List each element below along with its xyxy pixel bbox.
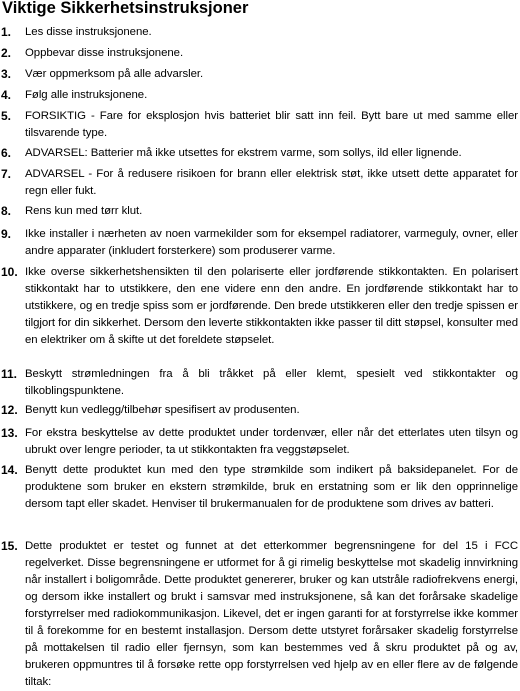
item-number: 13. xyxy=(1,426,18,440)
item-number: 3. xyxy=(1,67,12,81)
item-number: 1. xyxy=(1,25,12,39)
item-text: Vær oppmerksom på alle advarsler. xyxy=(25,68,204,80)
item-text: Følg alle instruksjonene. xyxy=(25,89,148,101)
item-number: 11. xyxy=(1,367,18,381)
item-text: Beskytt strømledningen fra å bli tråkket på eller klemt, spesielt ved stikkontakter og tilkoblingspunktene. xyxy=(25,368,518,397)
item-text: Oppbevar disse instruksjonene. xyxy=(25,47,184,59)
document-title: Viktige Sikkerhetsinstruksjoner xyxy=(2,0,249,17)
item-number: 4. xyxy=(1,88,12,102)
item-number: 9. xyxy=(1,227,12,241)
item-number: 8. xyxy=(1,204,12,218)
item-number: 7. xyxy=(1,167,12,181)
item-text: Rens kun med tørr klut. xyxy=(25,205,143,217)
item-text: Dette produktet er testet og funnet at det etterkommer begrensningene for del 15 i FCC regelverket. Disse begrensningene er utformet for å gi rimelig beskyttelse mot skadelig innvirkning når installert i boligområde. Dette produktet genererer, bruker og kan utstråle radiofrekvens energi, og dersom ikke installert og brukt i samsvar med instruksjonene, så kan det forårsake skadelige forstyrrelser med radiokommunikasjon. Likevel, det er ingen garanti for at forstyrrelse ikke kommer til å forekomme for en bestemt installasjon. Dersom dette utstyret forårsaker skadelig forstyrrelse på mottakelsen til radio eller fjernsyn, som kan bestemmes ved å skru produktet på og av, brukeren oppmuntres til å forsøke rette opp forstyrrelsen ved hjelp av en eller flere av de følgende tiltak: xyxy=(25,540,518,688)
item-text: Ikke overse sikkerhetshensikten til den polariserte eller jordførende stikkontakten. En polarisert stikkontakt har to utstikkere, den ene videre enn den andre. En jordførende stikkontakt har to utstikkere, og en tredje spiss som er jordførende. Den brede utstikkeren eller den tredje spissen er tilgjort for din sikkerhet. Dersom den leverte stikkontakten ikke passer til ditt støpsel, konsulter med en elektriker om å skifte ut det foreldete støpselet. xyxy=(25,266,518,346)
item-number: 10. xyxy=(1,265,18,279)
item-text: For ekstra beskyttelse av dette produktet under tordenvær, eller når det etterlates uten tilsyn og ubrukt over lengre perioder, ta ut stikkontakten fra veggstøpselet. xyxy=(25,427,518,456)
item-number: 15. xyxy=(1,539,18,553)
item-number: 6. xyxy=(1,146,12,160)
item-text: ADVARSEL - For å redusere risikoen for brann eller elektrisk støt, ikke utsett dette apparatet for regn eller fukt. xyxy=(25,168,518,197)
item-text: FORSIKTIG - Fare for eksplosjon hvis batteriet blir satt inn feil. Bytt bare ut med samme eller tilsvarende type. xyxy=(25,110,518,139)
item-text: Benytt dette produktet kun med den type strømkilde som indikert på baksidepanelet. For de produktene som bruker en ekstern strømkilde, bruk en erstatning som er lik den opprinnelige dersom tapt eller skadet. Henviser til brukermanualen for de produktene som drives av batteri. xyxy=(25,464,518,510)
item-number: 2. xyxy=(1,46,12,60)
item-number: 5. xyxy=(1,109,12,123)
item-number: 12. xyxy=(1,403,18,417)
item-text: Benytt kun vedlegg/tilbehør spesifisert av produsenten. xyxy=(25,404,300,416)
item-text: Les disse instruksjonene. xyxy=(25,26,152,38)
item-text: Ikke installer i nærheten av noen varmekilder som for eksempel radiatorer, varmeguly, ovner, eller andre apparater (inkludert forsterkere) som produserer varme. xyxy=(25,228,518,257)
item-text: ADVARSEL: Batterier må ikke utsettes for ekstrem varme, som sollys, ild eller lignende. xyxy=(25,147,462,159)
item-number: 14. xyxy=(1,463,18,477)
